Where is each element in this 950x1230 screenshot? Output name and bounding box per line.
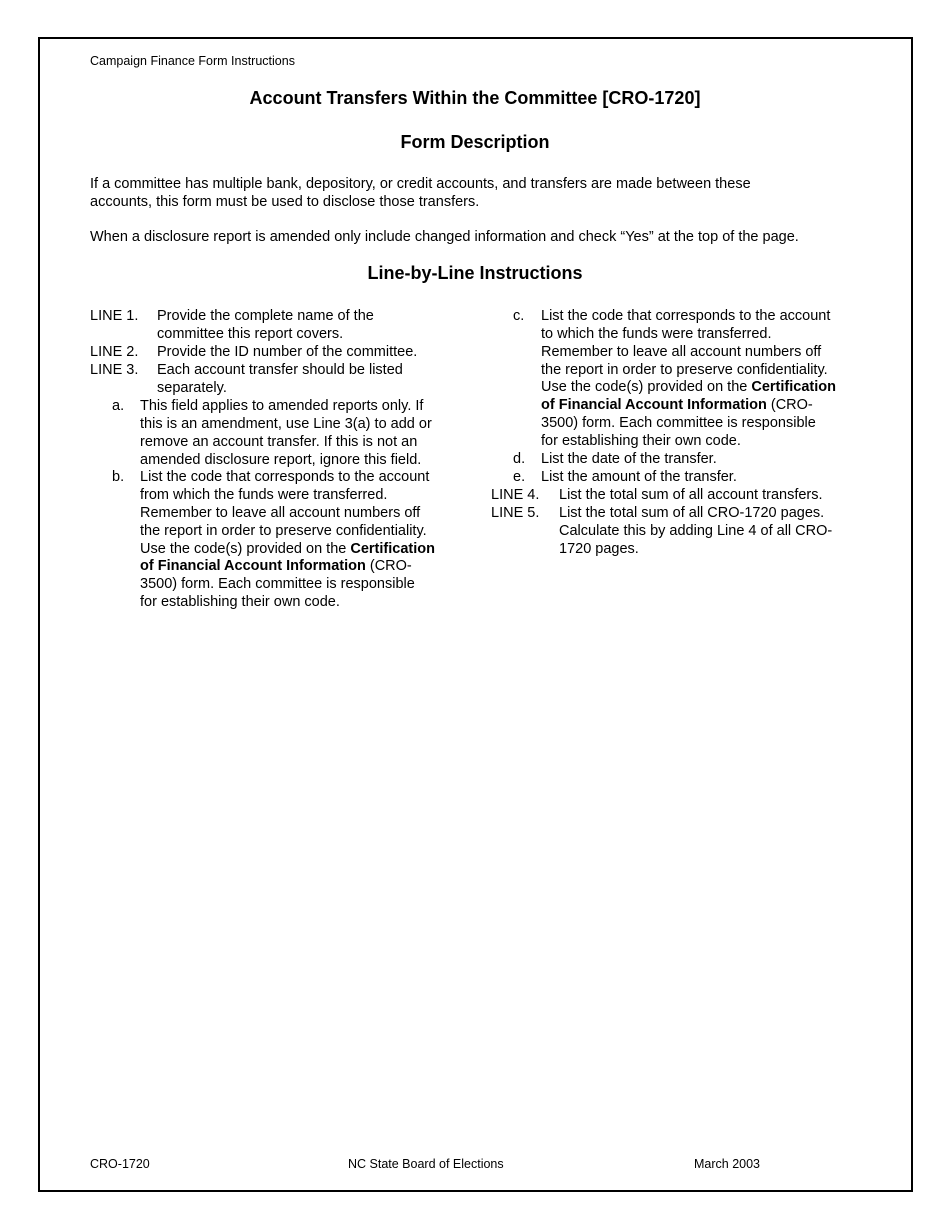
- footer-agency: NC State Board of Elections: [348, 1157, 504, 1171]
- footer-date: March 2003: [694, 1157, 761, 1171]
- instructions-heading: Line-by-Line Instructions: [367, 263, 583, 283]
- form-description-paragraph-1: If a committee has multiple bank, depository, or credit accounts, and transfers are made between these accounts, this form must be used to disclose those transfers.: [90, 176, 751, 210]
- form-description-heading: Form Description: [400, 132, 550, 152]
- form-description-paragraph-2: When a disclosure report is amended only include changed information and check “Yes” at the top of the page.: [90, 229, 799, 245]
- header-note: Campaign Finance Form Instructions: [90, 54, 295, 68]
- page-title: Account Transfers Within the Committee [CRO-1720]: [249, 88, 701, 108]
- footer-form-id: CRO-1720: [90, 1157, 150, 1171]
